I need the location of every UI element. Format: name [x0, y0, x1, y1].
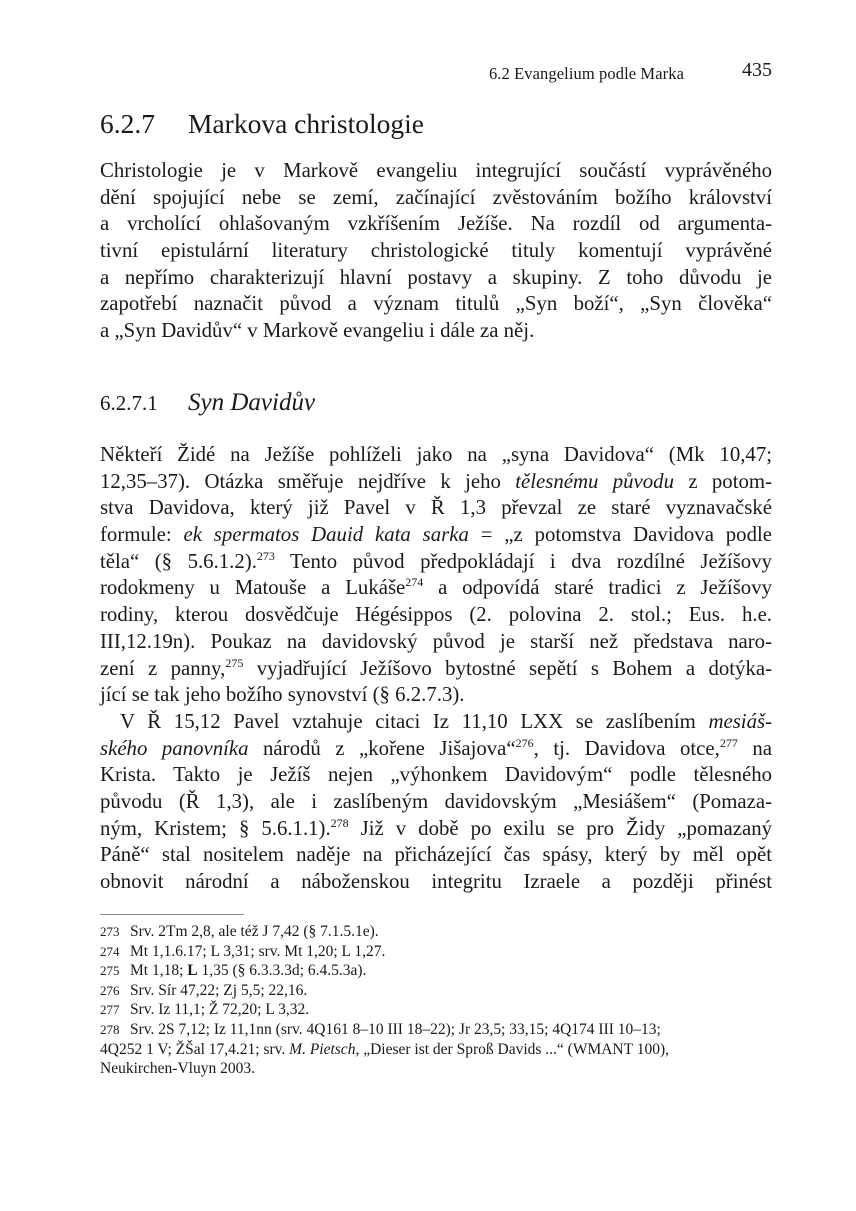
footnote [100, 922, 772, 942]
paragraph-3 [100, 709, 772, 896]
footnote-text-bold: L [187, 962, 198, 980]
text-line: tivní epistulární literatury christologické tituly komentují vyprávěné [100, 239, 772, 263]
footnote-number: 274 [100, 943, 120, 959]
text-span: z potom- [673, 469, 772, 493]
footnote-text: Mt 1,18; [130, 962, 188, 980]
text-span: na [737, 736, 772, 760]
footnote-text: Srv. Iz 11,1; Ž 72,20; L 3,32. [130, 1001, 310, 1019]
text-line: a „Syn Davidův“ v Markově evangeliu i dále za něj. [100, 319, 535, 343]
text-line [100, 709, 772, 736]
footnote-continuation: Neukirchen-Vluyn 2003. [100, 1060, 255, 1078]
footnote-ref[interactable]: 278 [330, 815, 349, 830]
section-heading [100, 106, 772, 142]
footnotes [100, 922, 772, 1079]
italic-term: mesiáš- [708, 710, 772, 733]
paragraph-2 [100, 442, 772, 709]
text-line: zapotřebí naznačit původ a význam titulů „Syn boží“, „Syn člověka“ [100, 292, 772, 316]
text-line [100, 549, 772, 576]
text-line [100, 656, 772, 683]
text-span: Již v době po exilu se pro Židy „pomazaný [348, 816, 772, 840]
text-line [100, 575, 772, 602]
footnote-divider [100, 914, 244, 915]
footnote-number: 277 [100, 1002, 120, 1018]
footnote [100, 1020, 772, 1040]
text-line [100, 522, 772, 549]
footnote-author: M. Pietsch [289, 1040, 356, 1058]
footnote-ref[interactable]: 274 [405, 575, 424, 590]
footnote-number: 275 [100, 963, 120, 979]
page-number: 435 [742, 59, 772, 81]
footnote-ref[interactable]: 273 [256, 548, 275, 563]
text-line [100, 816, 772, 843]
footnote [100, 942, 772, 962]
section-number: 6.2.7 [100, 108, 155, 139]
paragraph-1 [100, 158, 772, 345]
text-span: a odpovídá staré tradici z Ježíšovy [423, 576, 773, 600]
text-span: zení z panny, [100, 656, 226, 680]
text-line: a nepřímo charakterizují hlavní postavy a skupiny. Z toho důvodu je [100, 265, 772, 289]
section-title: Markova christologie [188, 108, 424, 139]
text-span: formule: [100, 523, 184, 547]
subsection-heading [100, 386, 772, 420]
footnote-number: 276 [100, 982, 120, 998]
text-span: ným, Kristem; § 5.6.1.1). [100, 816, 331, 840]
italic-term: tělesnému původu [515, 469, 674, 493]
footnote-text: 1,35 (§ 6.3.3.3d; 6.4.5.3a). [197, 962, 367, 980]
text-span: rodokmeny u Matouše a Lukáše [100, 576, 406, 600]
text-line: původu (Ř 1,3), ale i zaslíbeným davidovským „Mesiášem“ (Pomaza- [100, 790, 772, 814]
text-span: V Ř 15,12 Pavel vztahuje citaci Iz 11,10 LXX se zaslíbením [120, 710, 709, 733]
footnote [100, 961, 772, 981]
footnote-number: 273 [100, 924, 120, 939]
text-line: a vrcholící ohlašovaným vzkříšením Ježíše. Na rozdíl od argumenta- [100, 212, 772, 236]
text-line [100, 469, 772, 496]
subsection-title: Syn Davidův [188, 389, 316, 416]
text-line: III,12.19n). Poukaz na davidovský původ je starší než představa naro- [100, 629, 772, 653]
footnote-ref[interactable]: 275 [225, 655, 244, 670]
italic-term: ek spermatos Dauid kata sarka [183, 523, 469, 547]
footnote-text: Mt 1,1.6.17; L 3,31; srv. Mt 1,20; L 1,27. [130, 942, 386, 960]
footnote-text: Srv. 2Tm 2,8, ale též J 7,42 (§ 7.1.5.1e). [130, 923, 379, 940]
text-line: Christologie je v Markově evangeliu integrující součástí vyprávěného [100, 159, 772, 182]
footnote [100, 1000, 772, 1020]
text-span: těla“ (§ 5.6.1.2). [100, 549, 257, 573]
text-span: = „z potomstva Davidova podle [468, 523, 772, 547]
text-span: , tj. Davidova otce, [533, 736, 720, 760]
footnote-text: Srv. Sír 47,22; Zj 5,5; 22,16. [130, 981, 308, 999]
footnote-ref[interactable]: 277 [719, 735, 738, 750]
text-line: obnovit národní a náboženskou integritu Izraele a později přinést [100, 870, 772, 894]
text-line: jící se tak jeho božího synovství (§ 6.2.7.3). [100, 683, 465, 707]
text-span: Tento původ předpokládají i dva rozdílné Ježíšovy [274, 549, 772, 573]
footnote-text: , „Dieser ist der Sproß Davids ...“ (WMANT 100), [355, 1040, 669, 1058]
text-line: stva Davidova, který již Pavel v Ř 1,3 převzal ze staré vyznavačské [100, 496, 772, 520]
text-line: dění spojující nebe se zemí, začínající zvěstováním božího království [100, 185, 772, 209]
text-span: vyjadřující Ježíšovo bytostné sepětí s Bohem a dotýka- [243, 656, 772, 680]
page-header [100, 56, 772, 86]
text-span: 12,35–37). Otázka směřuje nejdříve k jeho [100, 469, 516, 493]
text-line [100, 736, 772, 763]
footnote-continuation [100, 1040, 772, 1060]
italic-term: ského panovníka [100, 736, 249, 760]
text-line: Někteří Židé na Ježíše pohlíželi jako na „syna Davidova“ (Mk 10,47; [100, 443, 772, 466]
text-span: národů z „kořene Jišajova“ [248, 736, 516, 760]
footnote [100, 981, 772, 1001]
text-line: rodiny, kterou dosvědčuje Hégésippos (2. polovina 2. stol.; Eus. h.e. [100, 603, 772, 627]
subsection-number: 6.2.7.1 [100, 391, 158, 415]
running-head: 6.2 Evangelium podle Marka [488, 64, 684, 83]
text-line: Páně“ stal nositelem naděje na přicházející čas spásy, který by měl opět [100, 843, 772, 867]
footnote-text: Srv. 2S 7,12; Iz 11,1nn (srv. 4Q161 8–10 III 18–22); Jr 23,5; 33,15; 4Q174 III 10–13; [130, 1020, 661, 1038]
footnote-ref[interactable]: 276 [515, 735, 534, 750]
footnote-number: 278 [100, 1021, 120, 1037]
text-line: Krista. Takto je Ježíš nejen „výhonkem Davidovým“ podle tělesného [100, 763, 772, 787]
footnote-text: 4Q252 1 V; ŽŠal 17,4.21; srv. [100, 1040, 290, 1058]
